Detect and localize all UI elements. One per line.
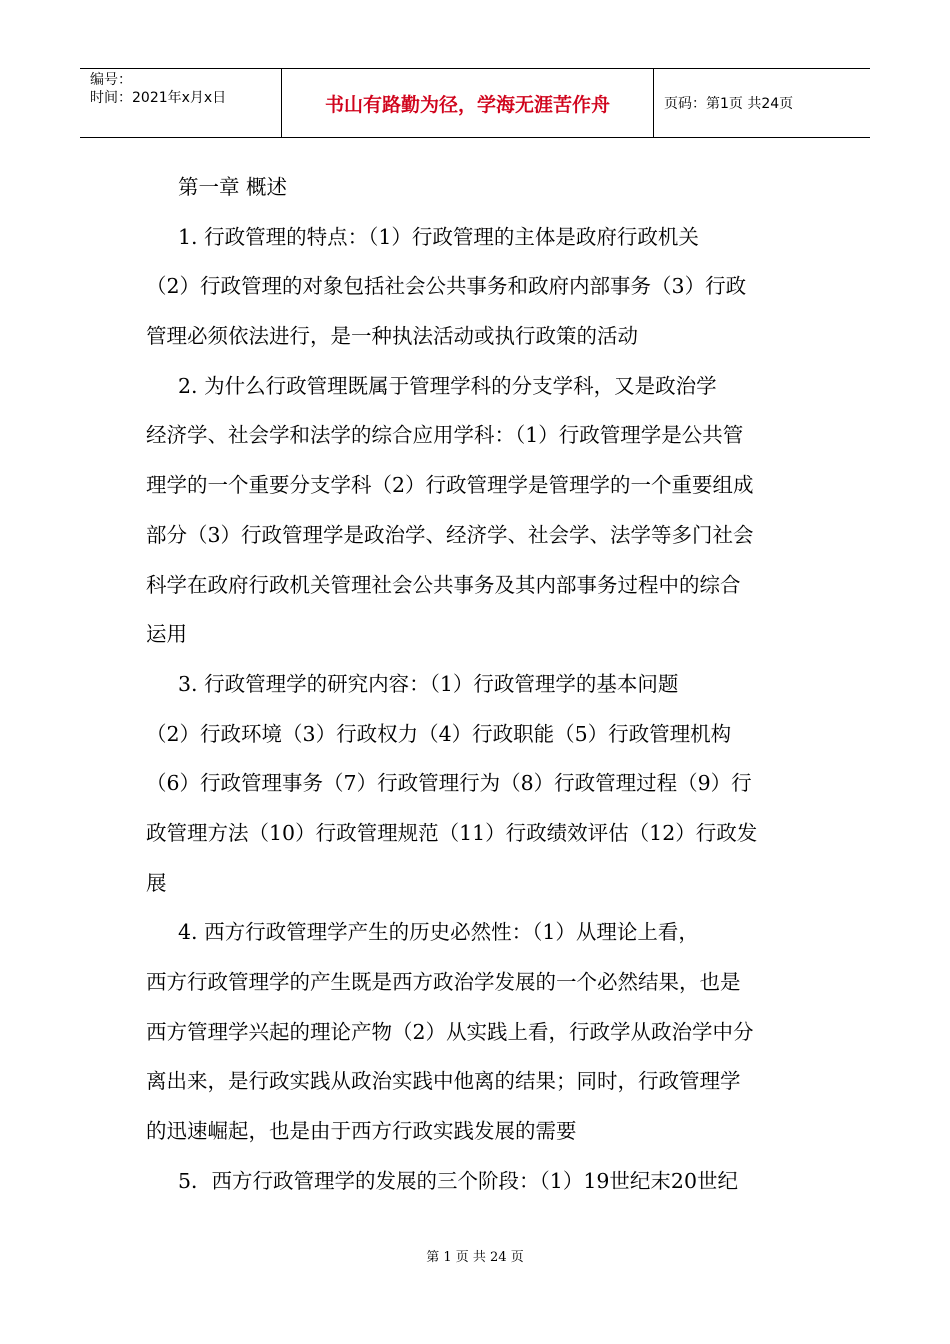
header-motto: 书山有路勤为径，学海无涯苦作舟 xyxy=(282,69,654,137)
chapter-title: 第一章 概述 xyxy=(178,175,288,199)
time-label: 时间：2021年x月x日 xyxy=(90,90,227,106)
text-line: 展 xyxy=(146,870,167,895)
text-line: （2）行政管理的对象包括社会公共事务和政府内部事务（3）行政 xyxy=(146,274,747,299)
text-line: （2）行政环境（3）行政权力（4）行政职能（5）行政管理机构 xyxy=(146,721,732,746)
number-label: 编号： xyxy=(90,72,132,88)
text-line: 政管理方法（10）行政管理规范（11）行政绩效评估（12）行政发 xyxy=(146,820,758,845)
text-line: 3. 行政管理学的研究内容：（1）行政管理学的基本问题 xyxy=(178,671,679,696)
text-line: 西方管理学兴起的理论产物（2）从实践上看，行政学从政治学中分 xyxy=(146,1019,754,1044)
text-line: 的迅速崛起，也是由于西方行政实践发展的需要 xyxy=(146,1119,577,1144)
text-line: 4. 西方行政管理学产生的历史必然性：（1）从理论上看， xyxy=(178,920,699,945)
text-line: 部分（3）行政管理学是政治学、经济学、社会学、法学等多门社会 xyxy=(146,522,754,547)
text-line: 5．西方行政管理学的发展的三个阶段：（1）19世纪末20世纪 xyxy=(178,1168,739,1193)
text-line: 运用 xyxy=(146,622,187,647)
page-header xyxy=(80,68,870,138)
text-line: 1. 行政管理的特点：（1）行政管理的主体是政府行政机关 xyxy=(178,224,699,249)
text-line: 经济学、社会学和法学的综合应用学科：（1）行政管理学是公共管 xyxy=(146,423,744,448)
document-body xyxy=(146,163,808,1206)
text-line: 科学在政府行政机关管理社会公共事务及其内部事务过程中的综合 xyxy=(146,572,741,597)
text-line: 离出来，是行政实践从政治实践中他离的结果；同时，行政管理学 xyxy=(146,1069,741,1094)
text-line: 管理必须依法进行，是一种执法活动或执行政策的活动 xyxy=(146,324,638,349)
text-line: （6）行政管理事务（7）行政管理行为（8）行政管理过程（9）行 xyxy=(146,771,752,796)
header-meta xyxy=(80,69,282,137)
page-footer: 第 1 页 共 24 页 xyxy=(426,1250,524,1265)
text-line: 西方行政管理学的产生既是西方政治学发展的一个必然结果，也是 xyxy=(146,970,741,994)
text-line: 2. 为什么行政管理既属于管理学科的分支学科，又是政治学 xyxy=(178,373,717,398)
text-line: 理学的一个重要分支学科（2）行政管理学是管理学的一个重要组成 xyxy=(146,473,754,498)
header-page-info: 页码：第1页 共24页 xyxy=(664,96,794,112)
